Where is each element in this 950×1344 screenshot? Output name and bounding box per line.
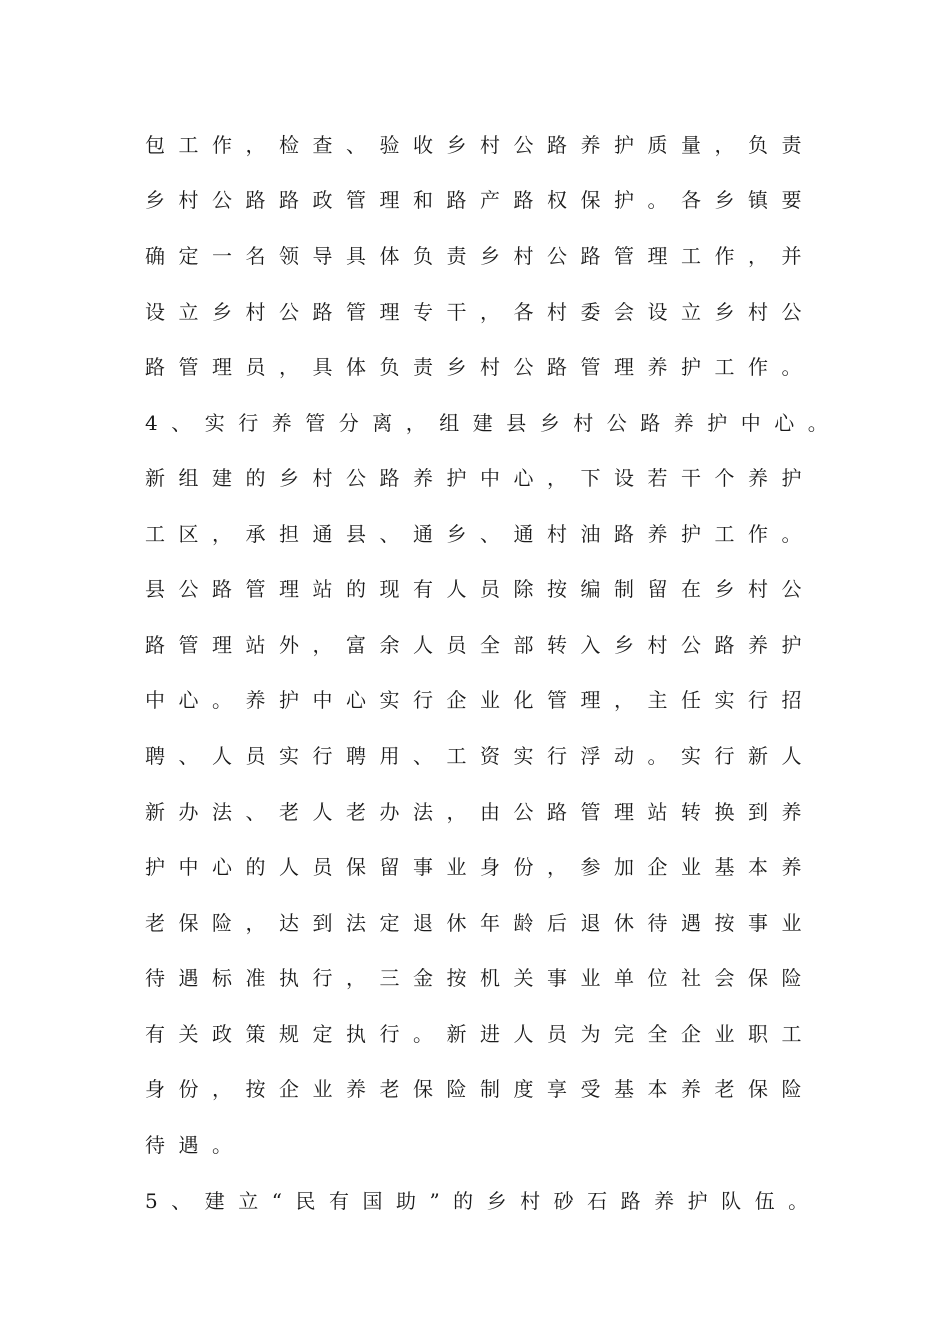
text-line: 路管理员，具体负责乡村公路管理养护工作。 [145, 355, 815, 379]
text-line: 待遇标准执行，三金按机关事业单位社会保险 [145, 966, 815, 990]
text-line: 包工作，检查、验收乡村公路养护质量，负责 [145, 133, 815, 157]
text-line: 身份，按企业养老保险制度享受基本养老保险 [145, 1077, 815, 1101]
text-line: 乡村公路路政管理和路产路权保护。各乡镇要 [145, 188, 815, 212]
text-line: 护中心的人员保留事业身份，参加企业基本养 [145, 855, 815, 879]
text-line: 县公路管理站的现有人员除按编制留在乡村公 [145, 577, 815, 601]
text-line: 有关政策规定执行。新进人员为完全企业职工 [145, 1022, 815, 1046]
text-line: 5、建立“民有国助”的乡村砂石路养护队伍。 [145, 1189, 822, 1213]
text-line: 新办法、老人老办法，由公路管理站转换到养 [145, 800, 815, 824]
text-line: 新组建的乡村公路养护中心，下设若干个养护 [145, 466, 815, 490]
text-line: 聘、人员实行聘用、工资实行浮动。实行新人 [145, 744, 815, 768]
text-line: 路管理站外，富余人员全部转入乡村公路养护 [145, 633, 815, 657]
text-line: 老保险，达到法定退休年龄后退休待遇按事业 [145, 911, 815, 935]
text-line: 工区，承担通县、通乡、通村油路养护工作。 [145, 522, 815, 546]
text-line: 中心。养护中心实行企业化管理，主任实行招 [145, 688, 815, 712]
text-line: 确定一名领导具体负责乡村公路管理工作，并 [145, 244, 815, 268]
text-line: 设立乡村公路管理专干，各村委会设立乡村公 [145, 300, 815, 324]
text-line: 4、实行养管分离，组建县乡村公路养护中心。 [145, 411, 842, 435]
text-line: 待遇。 [145, 1133, 246, 1157]
